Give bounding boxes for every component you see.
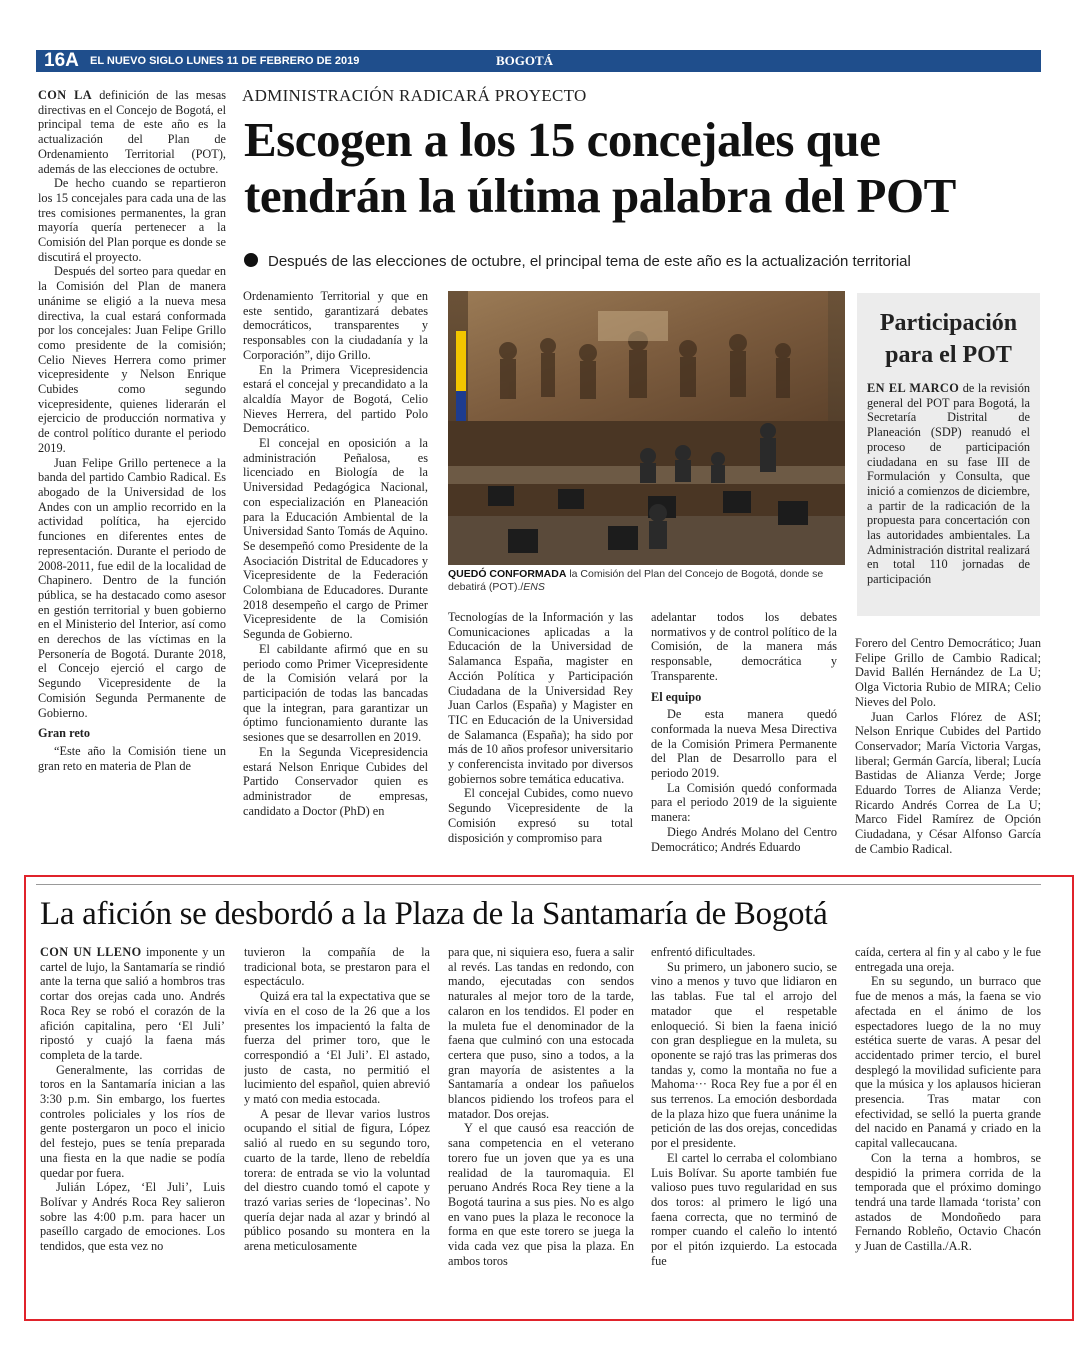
- paragraph: De hecho cuando se repartieron los 15 concejales para cada una de las tres comisiones permanentes, la gran mayoría quería pertenecer a la Comisión del Plan porque es donde se discutirá el proyecto.: [38, 176, 226, 264]
- article2-headline: La afición se desbordó a la Plaza de la Santamaría de Bogotá: [40, 896, 828, 932]
- paragraph: Generalmente, las corridas de toros en la Santamaría inician a las 3:30 p.m. Sin embargo, los fuertes controles policiales y los ríos de gente postergaron un poco el inicio del festejo, pues se tenía preparada una fiesta en la que nadie se podía quedar por fuera.: [40, 1062, 225, 1180]
- paragraph: Tecnologías de la Información y las Comunicaciones aplicadas a la Educación de la Universidad de Salamanca España, magister en Acción Política y Participación Ciudadana de la Universidad Rey Juan Carlos (España) y Magister en TIC en Educación de la Universidad de Salamanca (España); ha sido por más de 10 años profesor universitario y conferencista invitado por diversos gobiernos sobre temática educativa.: [448, 610, 633, 786]
- paragraph: tuvieron la compañía de la tradicional bota, se prestaron para el espectáculo.: [244, 945, 430, 989]
- paragraph: Y el que causó esa reacción de sana competencia en el veterano torero fue un joven que ya es una realidad de la tauromaquia. El peruano Andrés Roca Rey tiene a la Bogotá taurina a sus pies. No es algo en vano pues la plaza le reconoce la forma en que este torero se juega la vida cada vez que pisa la plaza. En ambos toros: [448, 1121, 634, 1268]
- paragraph: El concejal Cubides, como nuevo Segundo Vicepresidente de la Comisión expresó su total disposición y compromiso para: [448, 786, 633, 845]
- article1-column-1: CON LA definición de las mesas directivas en el Concejo de Bogotá, el principal tema de este año es la actualización del Plan de Ordenamiento Territorial (POT), además de las elecciones de octubre. De hecho cuando se repartieron los 15 concejales para cada una de las tres comisiones permanentes, la gran mayoría quería pertenecer a la Comisión del Plan porque es donde se discutirá el proyecto. Después del sorteo para quedar en la Comisión del Plan de manera unánime se eligió a la nueva mesa directiva, la cual estará conformada por los concejales: Juan Felipe Grillo como presidente de la comisión; Celio Nieves Herrera como primer vicepresidente y Nelson Enrique Cubides como segundo vicepresidente, quienes liderarán el ejercicio de producción normativa y de control político durante el periodo 2019. Juan Felipe Grillo pertenece a la banda del partido Cambio Radical. Es abogado de la Universidad de los Andes con un amplio recorrido en la actividad política, ha ejercido funciones en diferentes entes de representación. Durante el periodo de 2008-2011, fue edil de la localidad de Chapinero. Dentro de la función pública, se ha destacado como asesor en gestión territorial y buen gobierno en el Ministerio del Interior, así como en derechos de las víctimas en la Personería de Bogotá. Durante 2018, el Concejo ejerció el cargo de Segundo Vicepresidente de la Comisión Segunda Permanente de Gobierno. Gran reto “Este año la Comisión tiene un gran reto en materia de Plan de: [38, 88, 226, 773]
- article1-column-5: [855, 636, 1041, 868]
- article1-kicker: ADMINISTRACIÓN RADICARÁ PROYECTO: [242, 86, 587, 105]
- paragraph: caída, certera al fin y al cabo y le fue entregada una oreja.: [855, 945, 1041, 974]
- paragraph: La Comisión quedó conformada para el periodo 2019 de la siguiente manera:: [651, 780, 837, 825]
- article2-column-4: [651, 945, 837, 1300]
- paragraph: El cartel lo cerraba el colombiano Luis Bolívar. Su aporte también fue valioso pues tuvo regularidad en sus dos toros: al primero le ligó una faena correcta, que no terminó de romper cuando el caleño lo intentó por el pitón izquierdo. La estocada fue: [651, 1150, 837, 1268]
- lead-in: CON UN LLENO: [40, 945, 142, 959]
- paragraph: Ordenamiento Territorial y que en este sentido, garantizará debates democráticos, transparentes y responsables con la ciudadanía y la Corporación”, dijo Grillo.: [243, 289, 428, 362]
- paragraph: El concejal en oposición a la administración Peñalosa, es licenciado en Biología de la Universidad Pedagógica Nacional, con especialización en Planeación para la Educación Ambiental de la Universidad Santo Tomás de Aquino. Se desempeñó como Presidente de la Asociación Distrital de Educadores y Vicepresidente de la Federación Colombiana de Educadores. Durante 2018 desempeño el cargo de Primer Vicepresidente de la Comisión Segunda de Gobierno.: [243, 436, 428, 642]
- article1-column-2: [243, 289, 428, 867]
- paragraph: Julián López, ‘El Juli’, Luis Bolívar y Andrés Roca Rey salieron sobre las 4:00 p.m. para hacer un paseíllo cargado de emociones. Los tendidos, que esta vez no: [40, 1180, 225, 1254]
- article2-column-3: [448, 945, 634, 1300]
- sidebar-box: [857, 293, 1040, 616]
- paragraph: En la Segunda Vicepresidencia estará Nelson Enrique Cubides del Partido Conservador quien es administrador de empresas, candidato a Doctor (PhD) en: [243, 744, 428, 818]
- paragraph: El cabildante afirmó que en su periodo como Primer Vicepresidente de la Comisión velará por la participación de todas las bancadas que la integran, para garantizar un óptimo funcionamiento durante las sesiones que se desarrollen en 2019.: [243, 641, 428, 745]
- paragraph: Con la terna a hombros, se despidió la primera corrida de la temporada que el próximo domingo tendrá una tarde llamada ‘torista’ con astados de Mondoñedo para Fernando Robleño, Octavio Chacón y Juan de Castilla./A.R.: [855, 1150, 1041, 1254]
- paragraph: En la Primera Vicepresidencia estará el concejal y precandidato a la alcaldía Mayor de Bogotá, Celio Nieves Herrera, del partido Polo Democrático.: [243, 362, 428, 436]
- paragraph: enfrentó dificultades.: [651, 945, 756, 959]
- paragraph: para que, ni siquiera eso, fuera a salir al revés. Las tandas en redondo, con mando, ejecutadas con sendos naturales al mejor toro de la tarde, calaron en los tendidos. El poder en la muleta fue el denominador de la faena que culminó con una estocada certera que puso, sino a todos, a la gran mayoría de asistentes a la Santamaría a ondear los pañuelos blancos pidiendo los trofeos para el matador. Dos orejas.: [448, 945, 634, 1121]
- paragraph: Forero del Centro Democrático; Juan Felipe Grillo de Cambio Radical; David Ballén Hernández de La U; Olga Victoria Rubio de MIRA; Celio Nieves del Polo.: [855, 636, 1041, 709]
- sidebar-title: Participación para el POT: [879, 310, 1018, 368]
- article1-column-4: [651, 610, 837, 867]
- paragraph: A pesar de llevar varios lustros ocupando el sitial de figura, López salió al ruedo en su segundo toro, cuarto de la tarde, lleno de rebeldía torera: de entrada se vio la voluntad del diestro cuando tomó el capote y trazó varias series de ‘lopecinas’. No quería dejar nada al azar y brindó al público posando su montera en la arena meticulosamente: [244, 1106, 430, 1254]
- article2-column-5: [855, 945, 1041, 1300]
- article1-column-3: [448, 610, 633, 867]
- article1-headline: Escogen a los 15 concejales que tendrán la última palabra del POT: [244, 112, 956, 223]
- page-header: [36, 50, 1041, 72]
- paragraph: En su segundo, un burraco que fue de menos a más, la faena se vio afectada en el ánimo de los espectadores luego de la no muy estética suerte de varas. A pesar del accidentado primer tercio, el burel desplegó la movilidad suficiente para que la música y los aplausos hicieran presencia. Tras matar con efectividad, se selló la puerta grande del nacido en Panamá y criado en la capital vallecaucana.: [855, 974, 1041, 1151]
- paragraph: Quizá era tal la expectativa que se vivía en el coso de la 26 que a los presentes los impacientó la falta de fuerza del primer toro, que le correspondió a ‘El Juli’. El astado, justo de casta, no permitió el lucimiento del español, quien abrevió y mató con media estocada.: [244, 989, 430, 1107]
- paragraph: Después del sorteo para quedar en la Comisión del Plan de manera unánime se eligió a la nueva mesa directiva, la cual estará conformada por los concejales: Juan Felipe Grillo como presidente de la comisión; Celio Nieves Herrera como primer vicepresidente y Nelson Enrique Cubides como segundo vicepresidente, quienes liderarán el ejercicio de producción normativa y de control político durante el periodo 2019.: [38, 264, 226, 455]
- masthead-date: EL NUEVO SIGLO LUNES 11 DE FEBRERO DE 2019: [90, 55, 360, 67]
- lead-in: EN EL MARCO: [867, 381, 960, 395]
- paragraph: “Este año la Comisión tiene un gran reto en materia de Plan de: [38, 743, 226, 773]
- page-number: 16A: [44, 50, 79, 71]
- paragraph: Juan Felipe Grillo pertenece a la banda del partido Cambio Radical. Es abogado de la Universidad de los Andes con un amplio recorrido en la actividad política, ha ejercido funciones en diferentes entes de representación. Durante el periodo de 2008-2011, fue edil de la localidad de Chapinero. Dentro de la función pública, se ha destacado como asesor en gestión territorial y buen gobierno en el Ministerio del Interior, así como en derechos de las víctimas en la Personería de Bogotá. Durante 2018, el Concejo ejerció el cargo de Segundo Vicepresidente de la Comisión Segunda Permanente de Gobierno.: [38, 455, 226, 720]
- paragraph: Diego Andrés Molano del Centro Democrático; Andrés Eduardo: [651, 824, 837, 854]
- paragraph: adelantar todos los debates normativos y de control político de la Comisión, de la manera más responsable, democrática y Transparente.: [651, 610, 837, 683]
- council-chamber-image: [448, 291, 845, 565]
- article2-column-2: [244, 945, 430, 1300]
- article1-deck: Después de las elecciones de octubre, el principal tema de este año es la actualización territorial: [244, 253, 911, 270]
- subheading: El equipo: [651, 689, 702, 704]
- sidebar-text: EN EL MARCO de la revisión general del POT para Bogotá, la Secretaría Distrital de Planeación (SDP) reanudó el proceso de participación ciudadana en su fase III de Formulación y Consulta, que inició a comienzos de diciembre, a partir de la radicación de la propuesta para concertación con las autoridades ambientales. La Administración distrital realizará en total 110 jornadas de participación: [867, 381, 1030, 587]
- divider: [36, 884, 1041, 885]
- paragraph: Su primero, un jabonero sucio, se vino a menos y tuvo que lidiaron en las tablas. Fue tal el arrojo del matador que el respetable enloqueció. Si bien la faena inició con gran despliegue en la muleta, su oponente se rajó tras las primeras dos tandas y, como la montaña no fue a Mahoma··· Roca Rey fue a por él en sus terrenos. La emoción desbordada de la plaza hizo que fuera unánime la petición de las dos orejas, concedidas por el presidente.: [651, 959, 837, 1151]
- council-session-photo: [448, 291, 845, 565]
- lead-in: CON LA: [38, 88, 93, 102]
- paragraph: Juan Carlos Flórez de ASI; Nelson Enrique Cubides del Partido Conservador; María Victoria Vargas, liberal; Germán García, liberal; Lucía Bastidas de Alianza Verde; Jorge Eduardo Torres de Alianza Verde; Ricardo Andrés Correa de La U; Marco Fidel Ramírez de Opción Ciudadana, y César Alfonso García de Cambio Radical.: [855, 709, 1041, 856]
- photo-caption: QUEDÓ CONFORMADA la Comisión del Plan del Concejo de Bogotá, donde se debatirá (POT)./ENS: [448, 568, 824, 593]
- paragraph: De esta manera quedó conformada la nueva Mesa Directiva de la Comisión Primera Permanente del Plan de Desarrollo para el periodo 2019.: [651, 707, 837, 781]
- section-name: BOGOTÁ: [496, 53, 554, 68]
- article2-column-1: CON UN LLENO imponente y un cartel de lujo, la Santamaría se rindió ante la terna que salió a hombros tras cortar dos orejas cada uno. Andrés Roca Rey se robó el corazón de la afición capitalina, pero ‘El Juli’ ripostó y cuajó la faena más completa de la tarde. Generalmente, las corridas de toros en la Santamaría inician a las 3:30 p.m. Sin embargo, los fuertes controles policiales y los ríos de gente postergaron un poco el inicio del festejo, pues se tenía preparada una fiesta en la que nadie se podía quedar por fuera. Julián López, ‘El Juli’, Luis Bolívar y Andrés Roca Rey salieron sobre las 4:00 p.m. para hacer un paseíllo cargado de emociones. Los tendidos, que esta vez no: [40, 945, 225, 1254]
- subheading: Gran reto: [38, 726, 91, 741]
- bullet-icon: [244, 253, 258, 267]
